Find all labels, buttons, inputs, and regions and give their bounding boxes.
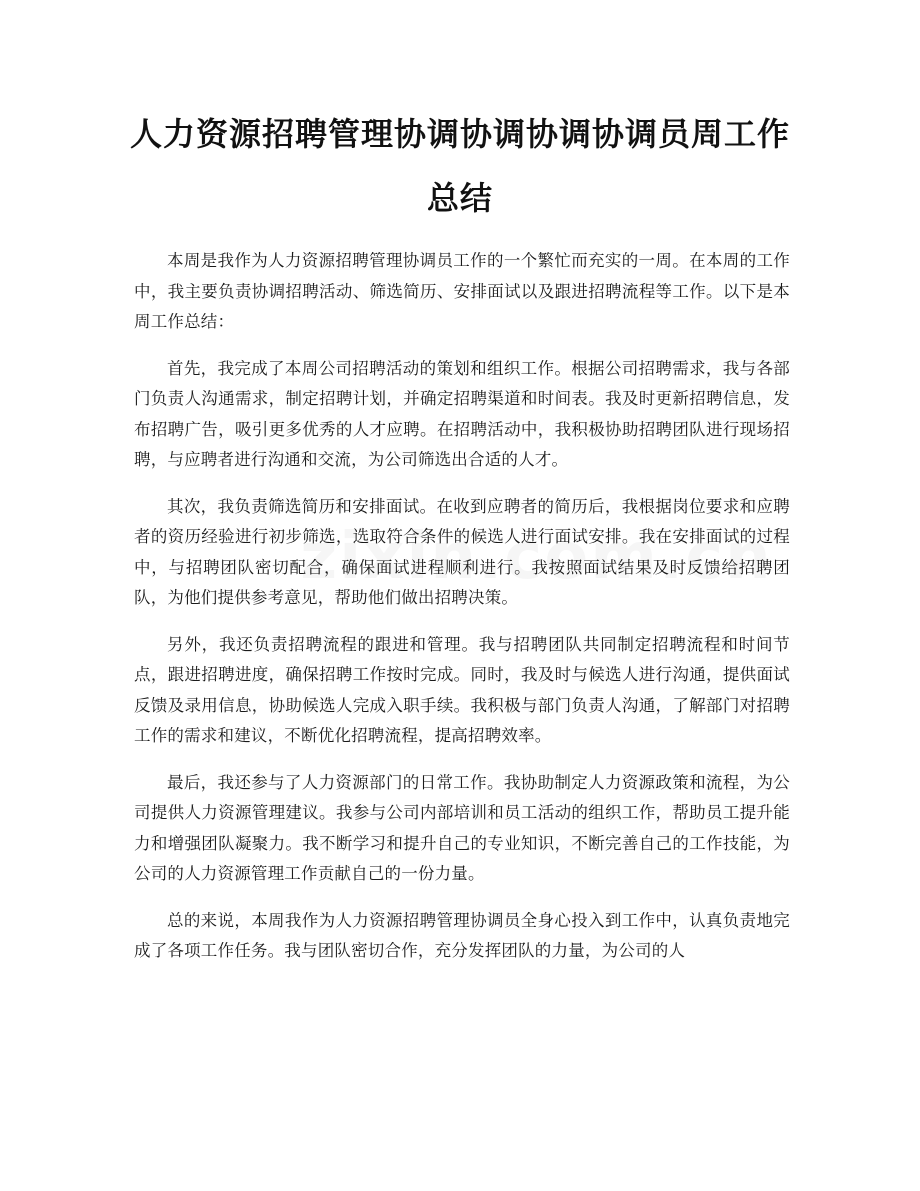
paragraph-intro: 本周是我作为人力资源招聘管理协调员工作的一个繁忙而充实的一周。在本周的工作中，我主要负责协调招聘活动、筛选简历、安排面试以及跟进招聘流程等工作。以下是本周工作总结： (134, 251, 790, 331)
paragraph-first: 首先，我完成了本周公司招聘活动的策划和组织工作。根据公司招聘需求，我与各部门负责人沟通需求，制定招聘计划，并确定招聘渠道和时间表。我及时更新招聘信息，发布招聘广告，吸引更多优秀的人才应聘。在招聘活动中，我积极协助招聘团队进行现场招聘，与应聘者进行沟通和交流，为公司筛选出合适的人才。 (134, 358, 790, 469)
paragraph-fourth: 最后，我还参与了人力资源部门的日常工作。我协助制定人力资源政策和流程，为公司提供人力资源管理建议。我参与公司内部培训和员工活动的组织工作，帮助员工提升能力和增强团队凝聚力。我不断学习和提升自己的专业知识，不断完善自己的工作技能，为公司的人力资源管理工作贡献自己的一份力量。 (134, 772, 790, 883)
paragraph-summary: 总的来说，本周我作为人力资源招聘管理协调员全身心投入到工作中，认真负责地完成了各项工作任务。我与团队密切合作，充分发挥团队的力量，为公司的人 (134, 910, 790, 960)
document-body (134, 246, 790, 983)
document-title: 人力资源招聘管理协调协调协调协调员周工作总结 (130, 115, 791, 217)
paragraph-second: 其次，我负责筛选简历和安排面试。在收到应聘者的简历后，我根据岗位要求和应聘者的资历经验进行初步筛选，选取符合条件的候选人进行面试安排。我在安排面试的过程中，与招聘团队密切配合，确保面试进程顺利进行。我按照面试结果及时反馈给招聘团队，为他们提供参考意见，帮助他们做出招聘决策。 (134, 496, 790, 607)
paragraph-third: 另外，我还负责招聘流程的跟进和管理。我与招聘团队共同制定招聘流程和时间节点，跟进招聘进度，确保招聘工作按时完成。同时，我及时与候选人进行沟通，提供面试反馈及录用信息，协助候选人完成入职手续。我积极与部门负责人沟通，了解部门对招聘工作的需求和建议，不断优化招聘流程，提高招聘效率。 (134, 634, 790, 745)
